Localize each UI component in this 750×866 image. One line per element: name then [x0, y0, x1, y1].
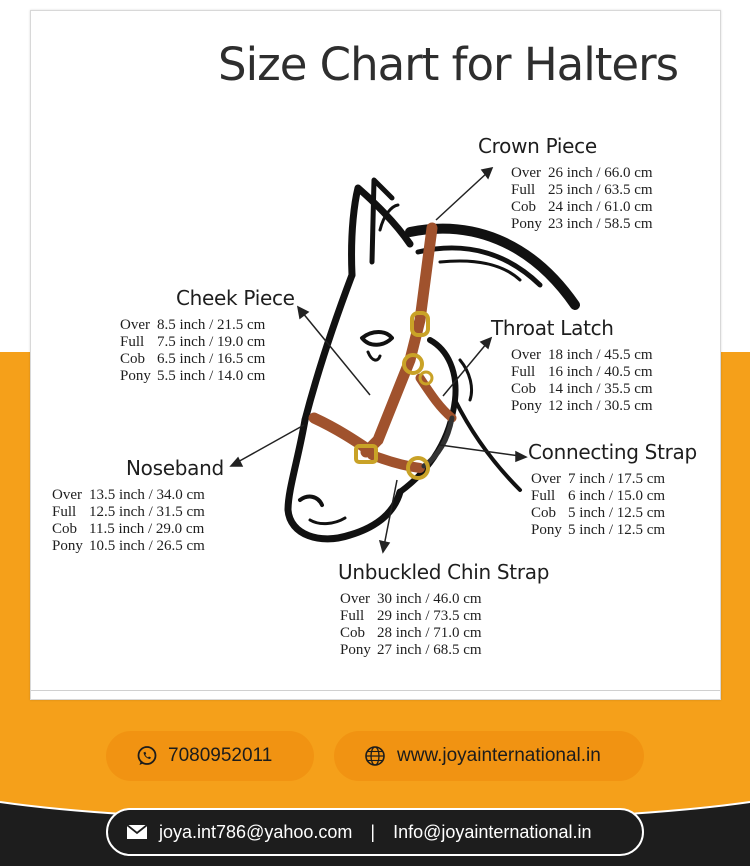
phone-pill[interactable]: [106, 731, 314, 781]
email-pill[interactable]: [106, 808, 644, 856]
size-row: Pony 23 inch / 58.5 cm: [511, 216, 653, 232]
size-row: Full 25 inch / 63.5 cm: [511, 182, 653, 198]
crown-piece-sizes: [478, 165, 653, 233]
mail-icon: [126, 824, 148, 840]
noseband-heading: Noseband: [126, 456, 224, 480]
throat-latch-sizes: [491, 347, 653, 415]
size-row: Pony 5.5 inch / 14.0 cm: [120, 368, 266, 384]
size-row: Cob 28 inch / 71.0 cm: [340, 625, 482, 641]
connecting-strap-heading: Connecting Strap: [528, 440, 697, 464]
size-row: Pony 12 inch / 30.5 cm: [511, 398, 653, 414]
size-row: Over 13.5 inch / 34.0 cm: [52, 487, 205, 503]
website-link[interactable]: www.joyainternational.in: [397, 745, 601, 766]
whatsapp-icon: [136, 745, 158, 767]
email-link-primary[interactable]: joya.int786@yahoo.com: [159, 821, 353, 842]
size-row: Full 12.5 inch / 31.5 cm: [52, 504, 205, 520]
chin-strap-heading: Unbuckled Chin Strap: [338, 560, 550, 584]
card-divider: [31, 690, 720, 691]
globe-icon: [364, 745, 386, 767]
cheek-piece-sizes: [120, 317, 295, 385]
noseband-sizes: [52, 487, 224, 555]
size-row: Pony 5 inch / 12.5 cm: [531, 522, 666, 538]
size-row: Full 7.5 inch / 19.0 cm: [120, 334, 266, 350]
size-row: Over 8.5 inch / 21.5 cm: [120, 317, 266, 333]
size-row: Pony 10.5 inch / 26.5 cm: [52, 538, 205, 554]
throat-latch-section: [491, 316, 653, 415]
crown-piece-heading: Crown Piece: [478, 134, 597, 158]
size-row: Pony 27 inch / 68.5 cm: [340, 642, 482, 658]
email-link-secondary[interactable]: Info@joyainternational.in: [393, 821, 592, 842]
cheek-piece-heading: Cheek Piece: [176, 286, 295, 310]
connecting-strap-section: [528, 440, 697, 539]
chart-title: Size Chart for Halters: [218, 38, 679, 91]
chin-strap-sizes: [338, 591, 549, 659]
size-row: Cob 14 inch / 35.5 cm: [511, 381, 653, 397]
size-row: Cob 24 inch / 61.0 cm: [511, 199, 653, 215]
size-row: Full 6 inch / 15.0 cm: [531, 488, 666, 504]
cheek-piece-section: [120, 286, 295, 385]
size-row: Full 29 inch / 73.5 cm: [340, 608, 482, 624]
chin-strap-section: [338, 560, 549, 659]
size-row: Cob 6.5 inch / 16.5 cm: [120, 351, 266, 367]
size-row: Over 26 inch / 66.0 cm: [511, 165, 653, 181]
website-pill[interactable]: [334, 731, 644, 781]
size-row: Over 30 inch / 46.0 cm: [340, 591, 482, 607]
phone-number: 7080952011: [168, 745, 273, 766]
throat-latch-heading: Throat Latch: [491, 316, 614, 340]
email-separator: |: [370, 821, 376, 842]
crown-piece-section: [478, 134, 653, 233]
connecting-strap-sizes: [528, 471, 697, 539]
noseband-section: [52, 456, 224, 555]
size-row: Over 7 inch / 17.5 cm: [531, 471, 666, 487]
size-row: Over 18 inch / 45.5 cm: [511, 347, 653, 363]
size-row: Cob 11.5 inch / 29.0 cm: [52, 521, 205, 537]
size-row: Cob 5 inch / 12.5 cm: [531, 505, 666, 521]
size-row: Full 16 inch / 40.5 cm: [511, 364, 653, 380]
